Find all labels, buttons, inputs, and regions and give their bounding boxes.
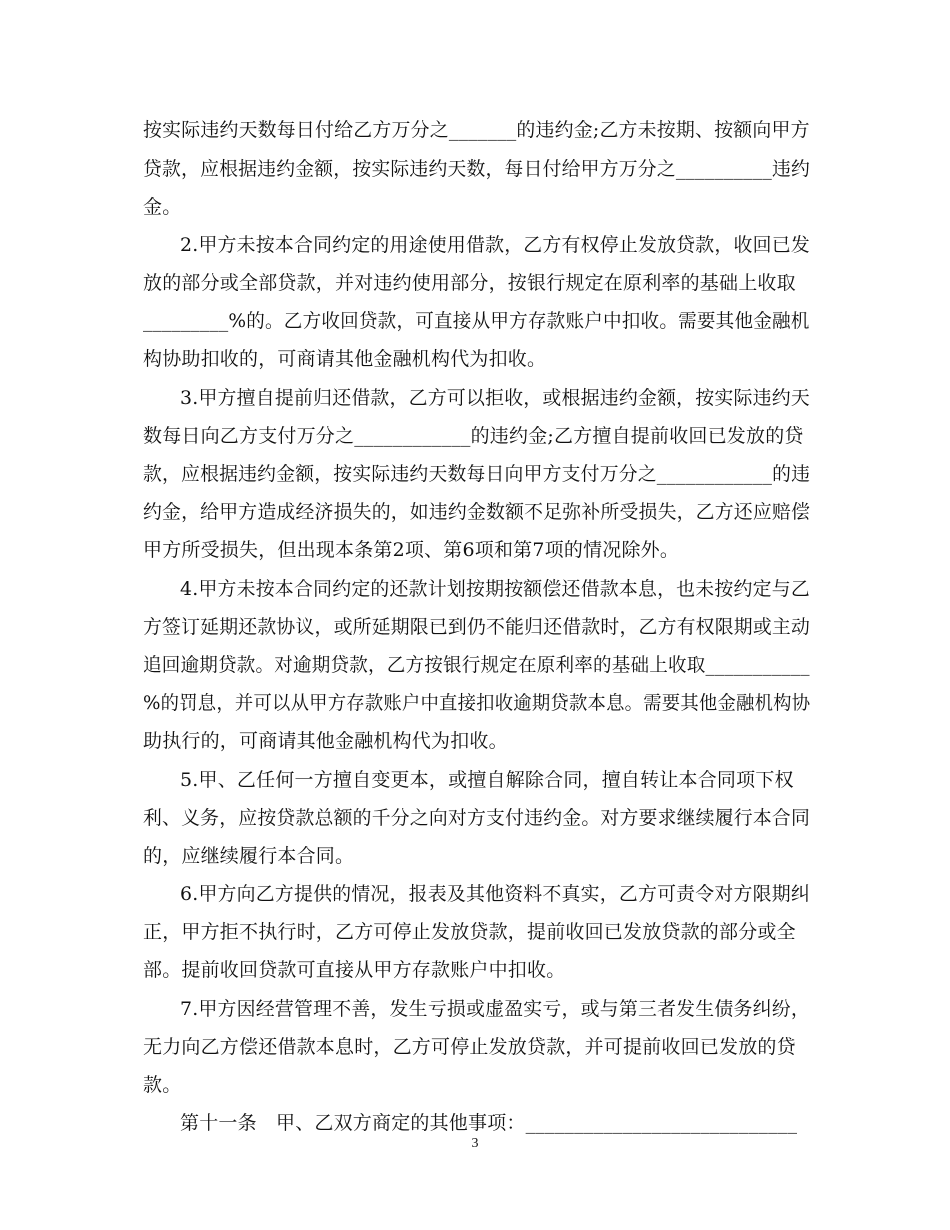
clause-3-line-2: 数每日向乙方支付万分之____________的违约金;乙方擅自提前收回已发放的贷 — [143, 425, 804, 447]
clause-2-line-2: 放的部分或全部贷款，并对违约使用部分，按银行规定在原利率的基础上收取 — [143, 272, 796, 294]
clause-6-line-1: 6.甲方向乙方提供的情况，报表及其他资料不真实，乙方可责令对方限期纠 — [180, 883, 810, 905]
clause-3-line-3: 款，应根据违约金额，按实际违约天数每日向甲方支付万分之____________的违 — [143, 463, 811, 485]
paragraph-penalty-line-2: 贷款，应根据违约金额，按实际违约天数，每日付给甲方万分之__________违约 — [143, 158, 811, 180]
paragraph-penalty-line-3: 金。 — [143, 196, 182, 218]
paragraph-penalty-line-1: 按实际违约天数每日付给乙方万分之_______的违约金;乙方未按期、按额向甲方 — [143, 119, 810, 141]
article-11-heading: 第十一条 甲、乙双方商定的其他事项：____________________________ — [180, 1112, 798, 1134]
page-number: 3 — [471, 1136, 479, 1151]
clause-4-line-1: 4.甲方未按本合同约定的还款计划按期按额偿还借款本息，也未按约定与乙 — [180, 578, 810, 600]
clause-6-line-3: 部。提前收回贷款可直接从甲方存款账户中扣收。 — [143, 959, 566, 981]
clause-4-line-2: 方签订延期还款协议，或所延期限已到仍不能归还借款时，乙方有权限期或主动 — [143, 616, 811, 638]
clause-5-line-3: 的，应继续履行本合同。 — [143, 845, 355, 867]
clause-7-line-1: 7.甲方因经营管理不善，发生亏损或虚盈实亏，或与第三者发生债务纠纷， — [180, 998, 810, 1020]
clause-2-line-4: 构协助扣收的，可商请其他金融机构代为扣收。 — [143, 348, 547, 370]
clause-2-line-1: 2.甲方未按本合同约定的用途使用借款，乙方有权停止发放贷款，收回已发 — [180, 234, 810, 256]
clause-4-line-4: %的罚息，并可以从甲方存款账户中直接扣收逾期贷款本息。需要其他金融机构协 — [143, 692, 811, 714]
clause-5-line-1: 5.甲、乙任何一方擅自变更本，或擅自解除合同，擅自转让本合同项下权 — [180, 769, 794, 791]
clause-4-line-5: 助执行的，可商请其他金融机构代为扣收。 — [143, 730, 508, 752]
clause-3-line-5: 甲方所受损失，但出现本条第2项、第6项和第7项的情况除外。 — [143, 539, 680, 561]
clause-7-line-2: 无力向乙方偿还借款本息时，乙方可停止发放贷款，并可提前收回已发放的贷 — [143, 1036, 796, 1058]
clause-7-line-3: 款。 — [143, 1074, 182, 1096]
clause-3-line-4: 约金，给甲方造成经济损失的，如违约金数额不足弥补所受损失，乙方还应赔偿 — [143, 501, 811, 523]
clause-4-line-3: 追回逾期贷款。对逾期贷款，乙方按银行规定在原利率的基础上收取___________ — [143, 654, 810, 676]
clause-5-line-2: 利、义务，应按贷款总额的千分之向对方支付违约金。对方要求继续履行本合同 — [143, 807, 811, 829]
clause-6-line-2: 正，甲方拒不执行时，乙方可停止发放贷款，提前收回已发放贷款的部分或全 — [143, 921, 796, 943]
clause-3-line-1: 3.甲方擅自提前归还借款，乙方可以拒收，或根据违约金额，按实际违约天 — [180, 387, 810, 409]
clause-2-line-3: _________%的。乙方收回贷款，可直接从甲方存款账户中扣收。需要其他金融机 — [143, 310, 810, 332]
